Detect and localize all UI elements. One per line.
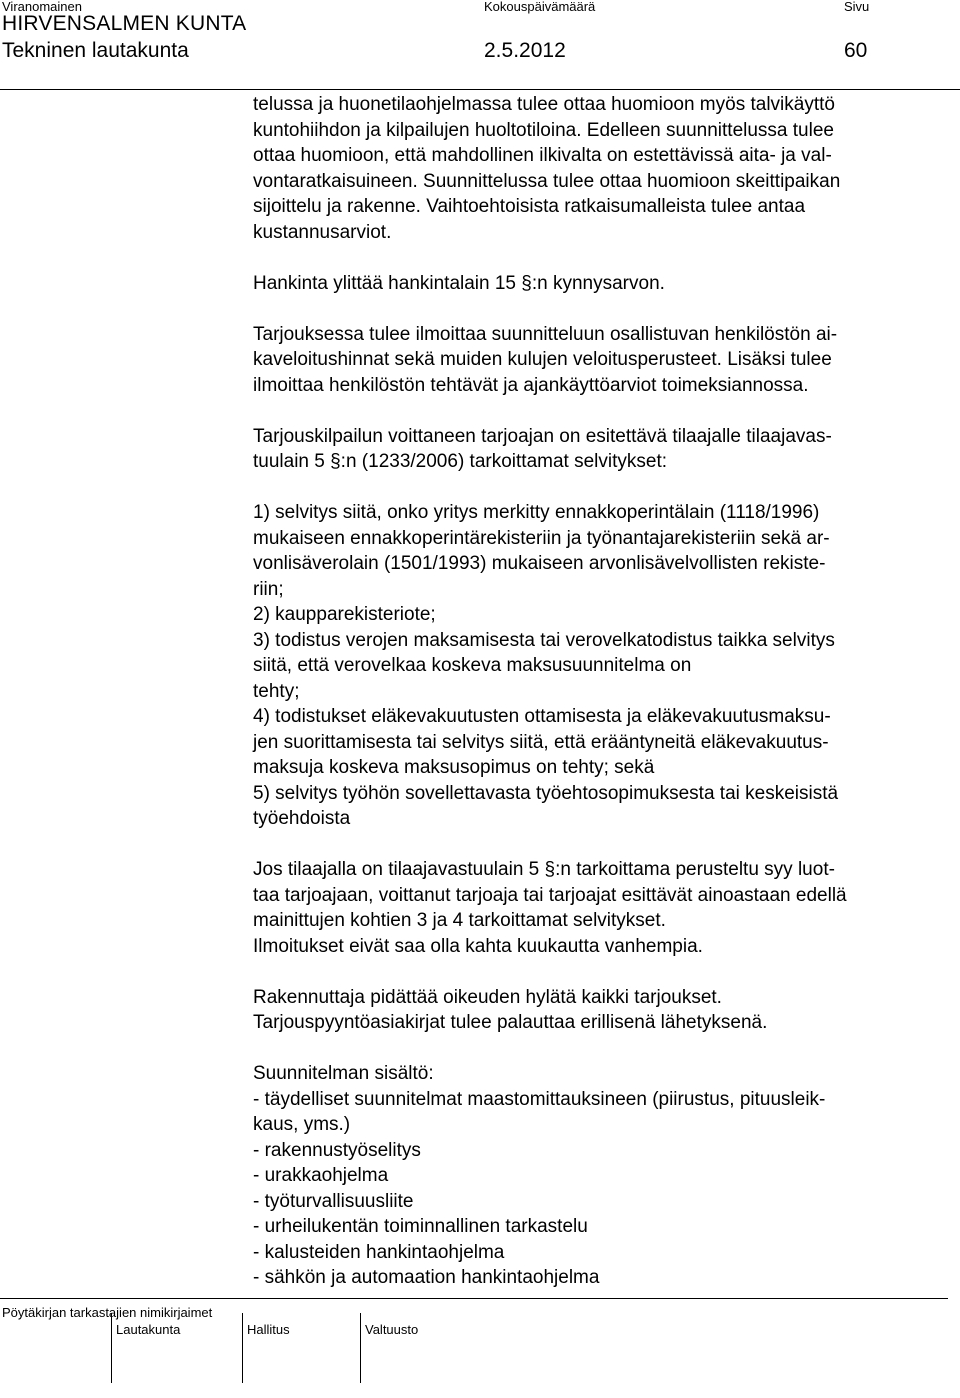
paragraph-threshold [253, 271, 953, 297]
text-line: ilmoittaa henkilöstön tehtävät ja ajankäyttöarviot toimeksiannossa. [253, 374, 809, 396]
list-heading: Suunnitelman sisältö: [253, 1063, 434, 1084]
page-number: 60 [844, 39, 868, 62]
list-item: - työturvallisuusliite [253, 1190, 414, 1212]
text-line: Jos tilaajalla on tilaajavastuulain 5 §:n tarkoittama perusteltu syy luot- [253, 859, 835, 880]
text-line: taa tarjoajaan, voittanut tarjoaja tai tarjoajat esittävät ainoastaan edellä [253, 884, 847, 906]
list-item: siitä, että verovelkaa koskeva maksusuunnitelma on [253, 655, 692, 676]
paragraph-justified-reason [253, 857, 953, 959]
list-item: maksuja koskeva maksusopimus on tehty; sekä [253, 757, 655, 778]
signature-label-valtuusto: Valtuusto [365, 1322, 419, 1337]
signature-label-lautakunta: Lautakunta [116, 1322, 181, 1337]
list-item: 2) kaupparekisteriote; [253, 604, 436, 625]
text-line: Tarjouspyyntöasiakirjat tulee palauttaa erillisenä lähetyksenä. [253, 1012, 768, 1033]
body-name: Tekninen lautakunta [2, 39, 189, 62]
text-line: ottaa huomioon, että mahdollinen ilkivalta on estettävissä aita- ja val- [253, 145, 832, 166]
text-line: kaveloitushinnat sekä muiden kulujen veloitusperusteet. Lisäksi tulee [253, 349, 832, 370]
organization-name: HIRVENSALMEN KUNTA [2, 12, 247, 35]
text-line: vontaratkaisuineen. Suunnittelussa tulee ottaa huomioon skeittipaikan [253, 170, 841, 192]
list-item: mukaiseen ennakkoperintärekisteriin ja työnantajarekisteriin sekä ar- [253, 527, 830, 549]
list-item: tehty; [253, 680, 300, 702]
text-line: kuntohiihdon ja kilpailujen huoltotiloina. Edelleen suunnittelussa tulee [253, 119, 834, 141]
date-label: Kokouspäivämäärä [484, 0, 596, 14]
text-line: tuulain 5 §:n (1233/2006) tarkoittamat selvitykset: [253, 451, 668, 472]
meeting-date: 2.5.2012 [484, 39, 566, 62]
list-item: 5) selvitys työhön sovellettavasta työehtosopimuksesta tai keskeisistä [253, 782, 839, 804]
text-line: Tarjouksessa tulee ilmoittaa suunnitteluun osallistuvan henkilöstön ai- [253, 323, 838, 345]
list-item: - urheilukentän toiminnallinen tarkastelu [253, 1216, 588, 1237]
list-item: - kalusteiden hankintaohjelma [253, 1241, 505, 1263]
list-item: vonlisäverolain (1501/1993) mukaiseen arvonlisävelvollisten rekiste- [253, 553, 826, 574]
text-line: sijoittelu ja rakenne. Vaihtoehtoisista ratkaisumalleista tulee antaa [253, 196, 806, 217]
text-line: Hankinta ylittää hankintalain 15 §:n kynnysarvon. [253, 272, 665, 294]
text-line: Ilmoitukset eivät saa olla kahta kuukautta vanhempia. [253, 935, 703, 957]
list-required-documents [253, 500, 953, 832]
list-item: 4) todistukset eläkevakuutusten ottamisesta ja eläkevakuutusmaksu- [253, 706, 831, 727]
text-line: Rakennuttaja pidättää oikeuden hylätä kaikki tarjoukset. [253, 986, 722, 1008]
text-line: Tarjouskilpailun voittaneen tarjoajan on esitettävä tilaajalle tilaajavas- [253, 425, 832, 447]
footer-divider [0, 1298, 948, 1299]
text-line: kustannusarviot. [253, 221, 392, 243]
paragraph-rejection-right [253, 985, 953, 1036]
text-line: telussa ja huonetilaohjelmassa tulee ottaa huomioon myös talvikäyttö [253, 94, 835, 115]
header-divider [0, 89, 960, 90]
paragraph-requirements [253, 92, 953, 245]
list-item: - sähkön ja automaation hankintaohjelma [253, 1267, 600, 1288]
list-item: jen suorittamisesta tai selvitys siitä, että erääntyneitä eläkevakuutus- [253, 731, 829, 753]
list-item: riin; [253, 578, 284, 600]
signature-divider [242, 1313, 243, 1383]
list-item: työehdoista [253, 808, 351, 829]
paragraph-contractor-liability [253, 424, 953, 475]
list-item: - urakkaohjelma [253, 1165, 389, 1186]
list-item: 1) selvitys siitä, onko yritys merkitty ennakkoperintälain (1118/1996) [253, 502, 820, 523]
list-item: kaus, yms.) [253, 1114, 351, 1135]
footer-title: Pöytäkirjan tarkastajien nimikirjaimet [2, 1305, 213, 1320]
signature-label-hallitus: Hallitus [247, 1322, 290, 1337]
text-line: mainittujen kohtien 3 ja 4 tarkoittamat selvitykset. [253, 910, 666, 931]
page-label: Sivu [844, 0, 870, 14]
list-plan-contents [253, 1061, 953, 1291]
list-item: 3) todistus verojen maksamisesta tai verovelkatodistus taikka selvitys [253, 629, 835, 651]
paragraph-offer-pricing [253, 322, 953, 399]
author-label: Viranomainen [2, 0, 82, 14]
list-item: - täydelliset suunnitelmat maastomittauksineen (piirustus, pituusleik- [253, 1088, 826, 1110]
signature-divider [360, 1313, 361, 1383]
signature-divider [111, 1313, 112, 1383]
list-item: - rakennustyöselitys [253, 1139, 421, 1161]
document-body [253, 92, 953, 1291]
